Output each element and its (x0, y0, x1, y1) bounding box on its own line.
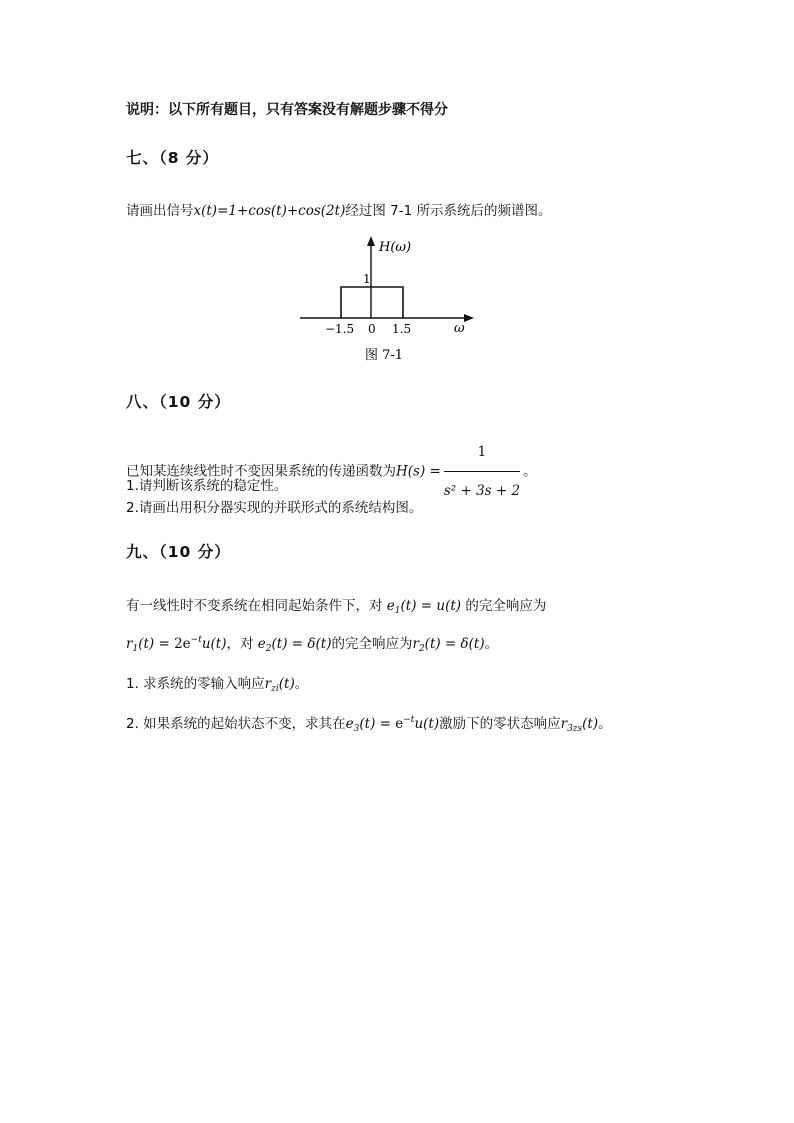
eq-e2: $e_2(t) = \delta(t)$ (257, 636, 332, 654)
y-axis-label: H(ω) (379, 240, 412, 255)
q8-item-2: 2.请画出用积分器实现的并联形式的系统结构图。 (126, 500, 423, 516)
q9-item-2 (126, 712, 612, 734)
eq-r2: $r_2(t) = \delta(t)$ (412, 636, 485, 654)
q7-rest: 经过图 7-1 所示系统后的频谱图。 (345, 203, 552, 219)
q9-line-1 (126, 594, 546, 616)
tf-lhs: H(s) = (396, 463, 441, 480)
q7-signal: x(t)=1+cos(t)+cos(2t) (193, 203, 346, 219)
q9-item-1 (126, 672, 308, 694)
q9-line-2 (126, 632, 498, 654)
q7-text (126, 199, 551, 219)
tick-pos: 1.5 (392, 322, 412, 336)
filter-rect (341, 287, 403, 318)
q9-line1-b: 的完全响应为 (465, 598, 547, 614)
tick-zero: 0 (368, 322, 376, 336)
q9-item2-text: 2. 如果系统的起始状态不变，求其在 (126, 716, 346, 732)
q9-item1-text: 1. 求系统的零输入响应 (126, 676, 265, 692)
height-label: 1 (363, 272, 371, 286)
transfer-fraction (444, 434, 520, 509)
q7-heading: 七、（8 分） (126, 149, 219, 167)
figure-7-1 (290, 228, 490, 368)
exam-note: 说明：以下所有题目，只有答案没有解题步骤不得分 (126, 102, 448, 118)
q9-line1-a: 有一线性时不变系统在相同起始条件下，对 (126, 598, 383, 614)
tick-neg: −1.5 (325, 322, 355, 336)
q9-line2-a: ，对 (226, 636, 254, 652)
q9-line2-b: 的完全响应为 (331, 636, 413, 652)
eq-r3zs: $r_{3zs}(t)$ (560, 716, 599, 734)
q8-intro: 已知某连续线性时不变因果系统的传递函数为 (126, 463, 396, 480)
q9-item2-mid: 激励下的零状态响应 (439, 716, 561, 732)
tf-end: 。 (523, 463, 537, 480)
y-axis-arrow (367, 236, 375, 246)
q9-item1-end: 。 (294, 676, 309, 692)
tf-numerator: 1 (444, 434, 520, 472)
q8-heading: 八、（10 分） (126, 393, 231, 411)
eq-e1: $e_1(t) = u(t)$ (386, 598, 462, 616)
eq-e3: $e_3(t) = e^{-t}u(t)$ (345, 715, 440, 734)
q9-heading: 九、（10 分） (126, 543, 231, 561)
q9-line2-end: 。 (484, 636, 499, 652)
x-axis-arrow (464, 314, 474, 322)
tf-denominator: s² + 3s + 2 (443, 483, 521, 499)
q8-item-1: 1.请判断该系统的稳定性。 (126, 478, 288, 494)
figure-caption: 图 7-1 (365, 348, 404, 363)
eq-rzi: $r_{zi}(t)$ (264, 676, 295, 694)
eq-r1: $r_1(t) = 2e^{-t}u(t)$ (126, 635, 227, 654)
x-axis-label: ω (454, 321, 465, 336)
q9-item2-end: 。 (598, 716, 612, 732)
q7-intro: 请画出信号 (126, 203, 194, 219)
